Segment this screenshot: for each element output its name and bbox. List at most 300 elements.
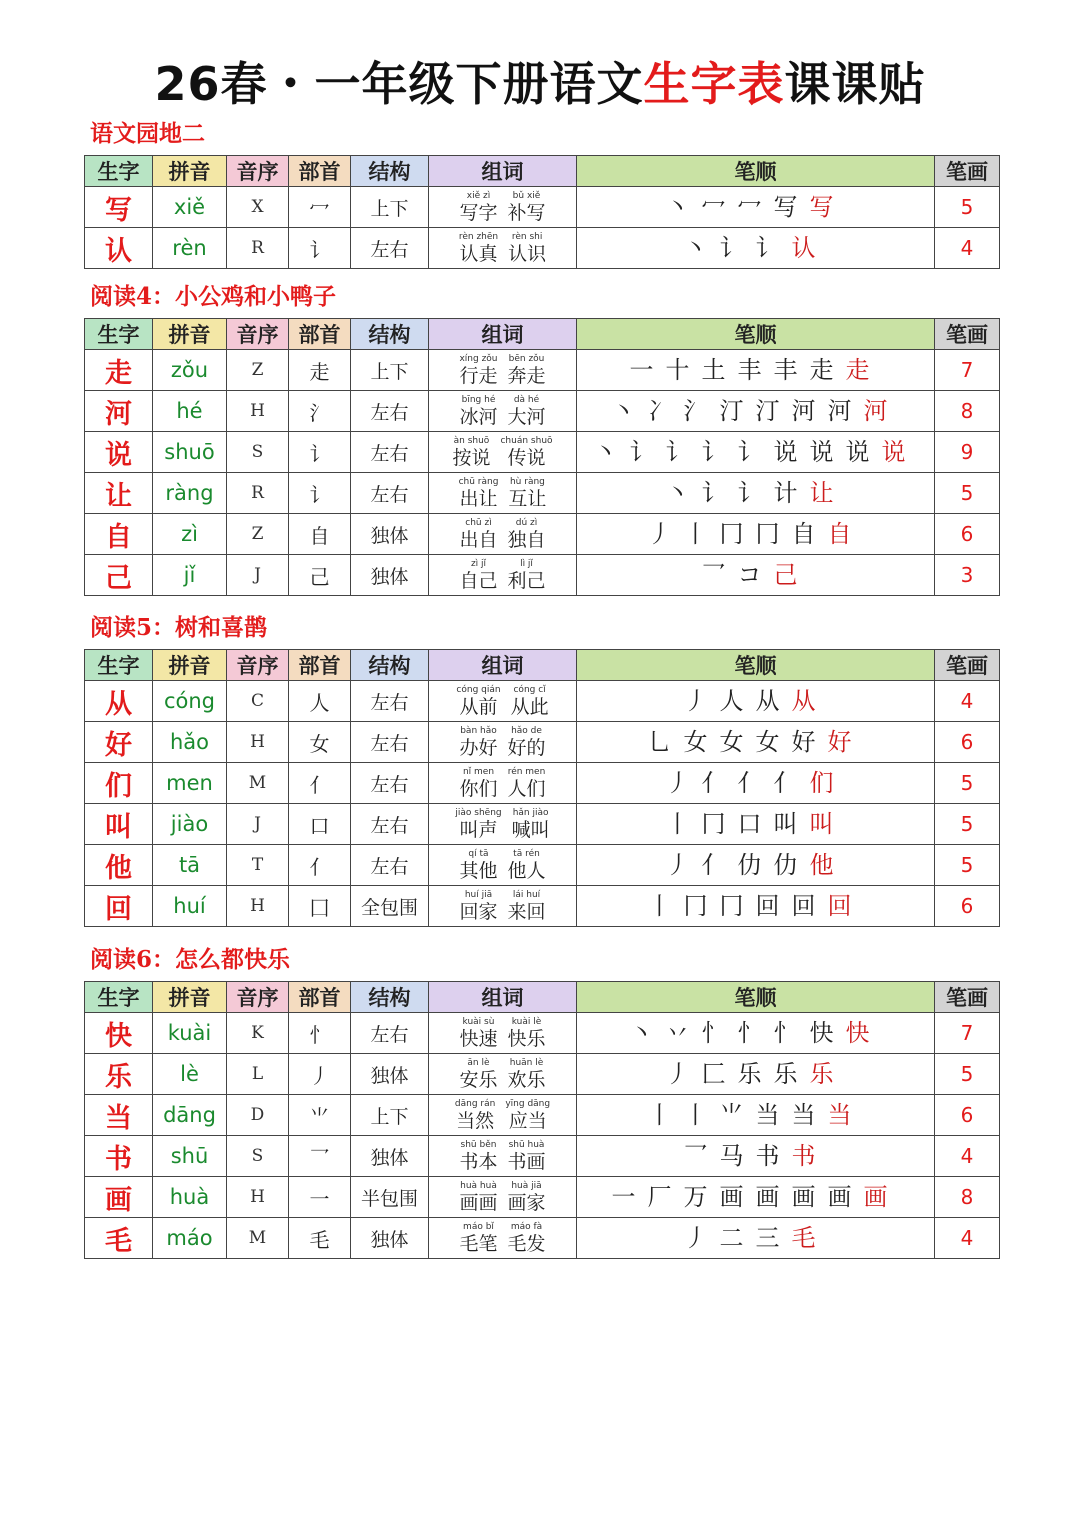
char-cell: 写 xyxy=(85,187,153,228)
radical-cell: 囗 xyxy=(289,886,351,927)
stroke-step: 叫 xyxy=(809,810,834,838)
stroke-step: 计 xyxy=(773,479,798,507)
header-pinyin: 拼音 xyxy=(153,156,227,187)
pinyin-cell: máo xyxy=(153,1218,227,1259)
stroke-step: 河 xyxy=(827,397,852,425)
stroke-step: 亻 xyxy=(737,769,762,797)
header-radical: 部首 xyxy=(289,319,351,350)
word-pinyin: cóng qián xyxy=(456,685,501,695)
stroke-step: 仂 xyxy=(737,851,762,879)
char-cell: 当 xyxy=(85,1095,153,1136)
strokes-cell xyxy=(577,350,935,391)
stroke-count-cell: 5 xyxy=(935,845,1000,886)
word-pinyin: lì jǐ xyxy=(520,559,533,569)
char-cell: 认 xyxy=(85,228,153,269)
structure-cell: 独体 xyxy=(351,514,429,555)
word-group xyxy=(459,1139,497,1173)
word-group xyxy=(456,684,500,718)
char-cell: 叫 xyxy=(85,804,153,845)
stroke-step: 汀 xyxy=(755,397,780,425)
stroke-step: 画 xyxy=(719,1183,744,1211)
table-row xyxy=(85,804,1000,845)
stroke-step: 丿 xyxy=(665,1060,690,1088)
structure-cell: 上下 xyxy=(351,1095,429,1136)
word-chars: 当然 xyxy=(456,1110,495,1132)
word-group xyxy=(512,807,550,841)
word-chars: 出让 xyxy=(459,488,498,510)
pinyin-cell: shū xyxy=(153,1136,227,1177)
table-row xyxy=(85,391,1000,432)
strokes-cell xyxy=(577,228,935,269)
pinyin-cell: dāng xyxy=(153,1095,227,1136)
strokes-cell xyxy=(577,681,935,722)
word-pinyin: ān lè xyxy=(467,1058,490,1068)
stroke-step: 匚 xyxy=(701,1060,726,1088)
stroke-step: 丨 xyxy=(647,1101,672,1129)
radical-cell: 讠 xyxy=(289,228,351,269)
word-group xyxy=(508,1057,546,1091)
word-group xyxy=(508,231,546,265)
word-chars: 叫声 xyxy=(459,819,498,841)
word-chars: 书画 xyxy=(507,1151,546,1173)
words-cell xyxy=(429,886,577,927)
strokes-cell xyxy=(577,845,935,886)
words-cell xyxy=(429,845,577,886)
stroke-step: 人 xyxy=(719,687,744,715)
pinyin-cell: hé xyxy=(153,391,227,432)
word-group xyxy=(459,517,497,551)
stroke-step: 三 xyxy=(755,1224,780,1252)
word-group xyxy=(459,1057,497,1091)
section-title: 阅读5：树和喜鹊 xyxy=(90,614,268,641)
word-group xyxy=(508,558,546,592)
word-pinyin: hǎo de xyxy=(511,726,542,736)
table-row xyxy=(85,350,1000,391)
structure-cell: 左右 xyxy=(351,763,429,804)
word-pinyin: hù ràng xyxy=(509,477,545,487)
word-pinyin: rèn shi xyxy=(511,232,543,242)
radical-cell: 忄 xyxy=(289,1013,351,1054)
char-cell: 画 xyxy=(85,1177,153,1218)
table-row xyxy=(85,1054,1000,1095)
stroke-step: 丿 xyxy=(665,769,690,797)
word-chars: 他人 xyxy=(507,860,546,882)
stroke-step: 口 xyxy=(737,810,762,838)
header-row xyxy=(85,156,1000,187)
header-count: 笔画 xyxy=(935,982,1000,1013)
letter-cell: M xyxy=(227,763,289,804)
stroke-step: 回 xyxy=(755,892,780,920)
strokes-cell xyxy=(577,886,935,927)
stroke-step: 己 xyxy=(773,561,798,589)
page-title xyxy=(0,52,1080,116)
word-chars: 书本 xyxy=(459,1151,498,1173)
word-chars: 写字 xyxy=(459,202,498,224)
structure-cell: 全包围 xyxy=(351,886,429,927)
words-cell xyxy=(429,722,577,763)
stroke-count-cell: 4 xyxy=(935,228,1000,269)
table-row xyxy=(85,1177,1000,1218)
strokes-cell xyxy=(577,391,935,432)
word-pinyin: huà jiā xyxy=(511,1181,542,1191)
strokes-cell xyxy=(577,1013,935,1054)
stroke-count-cell: 6 xyxy=(935,722,1000,763)
word-group xyxy=(452,435,490,469)
stroke-step: 走 xyxy=(809,356,834,384)
stroke-step: 讠 xyxy=(719,234,744,262)
stroke-step: 丿 xyxy=(665,851,690,879)
header-letter: 音序 xyxy=(227,982,289,1013)
stroke-step: 自 xyxy=(791,520,816,548)
stroke-step: 快 xyxy=(845,1019,870,1047)
stroke-count-cell: 5 xyxy=(935,804,1000,845)
letter-cell: S xyxy=(227,1136,289,1177)
letter-cell: H xyxy=(227,391,289,432)
char-cell: 好 xyxy=(85,722,153,763)
char-cell: 河 xyxy=(85,391,153,432)
stroke-step: 丶 xyxy=(665,479,690,507)
section-title: 阅读4：小公鸡和小鸭子 xyxy=(90,283,337,310)
words-cell xyxy=(429,1177,577,1218)
char-cell: 他 xyxy=(85,845,153,886)
stroke-step: 冖 xyxy=(701,193,726,221)
pinyin-cell: men xyxy=(153,763,227,804)
word-chars: 自己 xyxy=(459,570,498,592)
char-cell: 书 xyxy=(85,1136,153,1177)
stroke-step: 亻 xyxy=(701,769,726,797)
word-pinyin: kuài sù xyxy=(462,1017,495,1027)
word-pinyin: qí tā xyxy=(468,849,489,859)
char-cell: 回 xyxy=(85,886,153,927)
char-cell: 毛 xyxy=(85,1218,153,1259)
word-group xyxy=(459,190,497,224)
radical-cell: 讠 xyxy=(289,473,351,514)
word-pinyin: chū ràng xyxy=(458,477,499,487)
stroke-step: 丨 xyxy=(683,1101,708,1129)
stroke-step: 乚 xyxy=(647,728,672,756)
words-cell xyxy=(429,187,577,228)
words-cell xyxy=(429,1054,577,1095)
stroke-count-cell: 4 xyxy=(935,1136,1000,1177)
structure-cell: 半包围 xyxy=(351,1177,429,1218)
stroke-step: 写 xyxy=(773,193,798,221)
word-pinyin: chuán shuō xyxy=(500,436,553,446)
header-radical: 部首 xyxy=(289,982,351,1013)
word-pinyin: máo bǐ xyxy=(463,1222,494,1232)
word-group xyxy=(459,558,497,592)
word-chars: 画画 xyxy=(459,1192,498,1214)
stroke-count-cell: 6 xyxy=(935,514,1000,555)
stroke-step: 画 xyxy=(827,1183,852,1211)
stroke-count-cell: 7 xyxy=(935,350,1000,391)
word-chars: 大河 xyxy=(507,406,546,428)
stroke-step: 马 xyxy=(719,1142,744,1170)
word-group xyxy=(508,766,546,800)
header-pinyin: 拼音 xyxy=(153,982,227,1013)
stroke-step: 汀 xyxy=(719,397,744,425)
table-row xyxy=(85,228,1000,269)
header-row xyxy=(85,319,1000,350)
word-group xyxy=(508,394,546,428)
radical-cell: 亻 xyxy=(289,845,351,886)
word-group xyxy=(455,1098,495,1132)
word-pinyin: huān lè xyxy=(509,1058,544,1068)
words-cell xyxy=(429,555,577,596)
structure-cell: 左右 xyxy=(351,473,429,514)
stroke-step: 讠 xyxy=(629,438,654,466)
radical-cell: 冖 xyxy=(289,187,351,228)
stroke-step: 从 xyxy=(755,687,780,715)
word-pinyin: chū zì xyxy=(465,518,492,528)
structure-cell: 左右 xyxy=(351,845,429,886)
strokes-cell xyxy=(577,804,935,845)
word-group xyxy=(459,766,497,800)
stroke-step: 让 xyxy=(809,479,834,507)
header-structure: 结构 xyxy=(351,650,429,681)
stroke-count-cell: 8 xyxy=(935,1177,1000,1218)
stroke-step: 讠 xyxy=(701,479,726,507)
word-chars: 人们 xyxy=(507,778,546,800)
stroke-step: 冂 xyxy=(683,892,708,920)
word-group xyxy=(459,1221,497,1255)
stroke-step: 丶 xyxy=(665,193,690,221)
stroke-step: 毛 xyxy=(791,1224,816,1252)
stroke-step: 仂 xyxy=(773,851,798,879)
word-chars: 奔走 xyxy=(507,365,546,387)
strokes-cell xyxy=(577,473,935,514)
word-chars: 毛发 xyxy=(507,1233,546,1255)
table-row xyxy=(85,473,1000,514)
letter-cell: K xyxy=(227,1013,289,1054)
page-title-main: 26春・一年级下册语文 xyxy=(154,57,644,111)
header-words: 组词 xyxy=(429,156,577,187)
page-title-highlight: 生字表 xyxy=(643,57,785,111)
table-row xyxy=(85,886,1000,927)
stroke-step: 丿 xyxy=(683,687,708,715)
char-cell: 说 xyxy=(85,432,153,473)
stroke-step: 书 xyxy=(791,1142,816,1170)
word-pinyin: bēn zǒu xyxy=(508,354,545,364)
char-cell: 走 xyxy=(85,350,153,391)
letter-cell: T xyxy=(227,845,289,886)
stroke-step: 丷 xyxy=(665,1019,690,1047)
pinyin-cell: zǒu xyxy=(153,350,227,391)
stroke-step: 说 xyxy=(809,438,834,466)
word-pinyin: máo fà xyxy=(510,1222,543,1232)
character-table xyxy=(84,155,1000,269)
word-chars: 你们 xyxy=(459,778,498,800)
stroke-step: 丶 xyxy=(593,438,618,466)
word-pinyin: yīng dāng xyxy=(505,1099,551,1109)
stroke-step: 讠 xyxy=(737,479,762,507)
word-group xyxy=(455,807,501,841)
table-row xyxy=(85,514,1000,555)
structure-cell: 独体 xyxy=(351,1054,429,1095)
letter-cell: Z xyxy=(227,514,289,555)
word-group xyxy=(508,725,546,759)
letter-cell: D xyxy=(227,1095,289,1136)
word-pinyin: bǔ xiě xyxy=(512,191,541,201)
word-chars: 行走 xyxy=(459,365,498,387)
word-chars: 欢乐 xyxy=(507,1069,546,1091)
pinyin-cell: rèn xyxy=(153,228,227,269)
stroke-step: 叫 xyxy=(773,810,798,838)
stroke-step: 画 xyxy=(791,1183,816,1211)
header-char: 生字 xyxy=(85,982,153,1013)
word-pinyin: huí jiā xyxy=(464,890,493,900)
pinyin-cell: zì xyxy=(153,514,227,555)
header-pinyin: 拼音 xyxy=(153,650,227,681)
word-group xyxy=(508,517,546,551)
words-cell xyxy=(429,804,577,845)
header-words: 组词 xyxy=(429,650,577,681)
word-pinyin: shū huà xyxy=(508,1140,545,1150)
table-row xyxy=(85,1013,1000,1054)
pinyin-cell: ràng xyxy=(153,473,227,514)
pinyin-cell: kuài xyxy=(153,1013,227,1054)
stroke-step: 乛 xyxy=(683,1142,708,1170)
stroke-step: 忄 xyxy=(737,1019,762,1047)
letter-cell: Z xyxy=(227,350,289,391)
header-letter: 音序 xyxy=(227,156,289,187)
header-words: 组词 xyxy=(429,982,577,1013)
structure-cell: 左右 xyxy=(351,391,429,432)
stroke-step: 自 xyxy=(827,520,852,548)
radical-cell: 乛 xyxy=(289,1136,351,1177)
pinyin-cell: cóng xyxy=(153,681,227,722)
stroke-step: 丨 xyxy=(665,810,690,838)
radical-cell: 氵 xyxy=(289,391,351,432)
stroke-step: 书 xyxy=(755,1142,780,1170)
pinyin-cell: shuō xyxy=(153,432,227,473)
stroke-step: 快 xyxy=(809,1019,834,1047)
strokes-cell xyxy=(577,432,935,473)
char-cell: 乐 xyxy=(85,1054,153,1095)
radical-cell: 讠 xyxy=(289,432,351,473)
word-chars: 互让 xyxy=(508,488,547,510)
word-chars: 从前 xyxy=(459,696,498,718)
word-chars: 按说 xyxy=(452,447,491,469)
strokes-cell xyxy=(577,1177,935,1218)
word-chars: 其他 xyxy=(459,860,498,882)
word-pinyin: jiào shēng xyxy=(455,808,502,818)
table-row xyxy=(85,1136,1000,1177)
stroke-count-cell: 5 xyxy=(935,1054,1000,1095)
stroke-step: 冂 xyxy=(701,810,726,838)
header-pinyin: 拼音 xyxy=(153,319,227,350)
stroke-step: 认 xyxy=(791,234,816,262)
letter-cell: H xyxy=(227,722,289,763)
stroke-step: 说 xyxy=(845,438,870,466)
strokes-cell xyxy=(577,1095,935,1136)
stroke-step: 忄 xyxy=(773,1019,798,1047)
header-radical: 部首 xyxy=(289,156,351,187)
word-pinyin: cóng cǐ xyxy=(513,685,546,695)
pinyin-cell: jiào xyxy=(153,804,227,845)
char-cell: 从 xyxy=(85,681,153,722)
word-chars: 毛笔 xyxy=(459,1233,498,1255)
stroke-step: 写 xyxy=(809,193,834,221)
word-chars: 补写 xyxy=(507,202,546,224)
radical-cell: 一 xyxy=(289,1177,351,1218)
word-group xyxy=(459,394,497,428)
stroke-step: ⺌ xyxy=(719,1101,744,1129)
stroke-step: 一 xyxy=(611,1183,636,1211)
radical-cell: 丿 xyxy=(289,1054,351,1095)
letter-cell: C xyxy=(227,681,289,722)
word-group xyxy=(459,1180,497,1214)
word-group xyxy=(459,1016,497,1050)
stroke-step: 回 xyxy=(827,892,852,920)
stroke-step: 女 xyxy=(755,728,780,756)
stroke-step: 丰 xyxy=(737,356,762,384)
char-cell: 自 xyxy=(85,514,153,555)
stroke-count-cell: 8 xyxy=(935,391,1000,432)
word-chars: 认真 xyxy=(459,243,498,265)
stroke-step: 忄 xyxy=(701,1019,726,1047)
structure-cell: 上下 xyxy=(351,350,429,391)
pinyin-cell: lè xyxy=(153,1054,227,1095)
header-radical: 部首 xyxy=(289,650,351,681)
word-chars: 传说 xyxy=(507,447,546,469)
words-cell xyxy=(429,1136,577,1177)
word-chars: 冰河 xyxy=(459,406,498,428)
header-structure: 结构 xyxy=(351,982,429,1013)
word-chars: 画家 xyxy=(507,1192,546,1214)
stroke-step: 亻 xyxy=(773,769,798,797)
header-count: 笔画 xyxy=(935,156,1000,187)
stroke-count-cell: 6 xyxy=(935,886,1000,927)
char-cell: 快 xyxy=(85,1013,153,1054)
stroke-step: 冖 xyxy=(737,193,762,221)
pinyin-cell: huà xyxy=(153,1177,227,1218)
stroke-count-cell: 5 xyxy=(935,763,1000,804)
strokes-cell xyxy=(577,514,935,555)
table-row xyxy=(85,187,1000,228)
word-pinyin: rén men xyxy=(507,767,546,777)
stroke-step: 好 xyxy=(791,728,816,756)
section-title: 阅读6：怎么都快乐 xyxy=(90,946,291,973)
radical-cell: 走 xyxy=(289,350,351,391)
words-cell xyxy=(429,228,577,269)
stroke-step: 从 xyxy=(791,687,816,715)
letter-cell: M xyxy=(227,1218,289,1259)
word-chars: 来回 xyxy=(507,901,546,923)
header-strokes: 笔顺 xyxy=(577,319,935,350)
stroke-step: 画 xyxy=(863,1183,888,1211)
strokes-cell xyxy=(577,1218,935,1259)
letter-cell: J xyxy=(227,555,289,596)
word-group xyxy=(508,848,546,882)
stroke-step: 丶 xyxy=(611,397,636,425)
word-pinyin: hǎn jiào xyxy=(512,808,549,818)
stroke-step: 他 xyxy=(809,851,834,879)
stroke-count-cell: 4 xyxy=(935,681,1000,722)
stroke-step: 当 xyxy=(827,1101,852,1129)
header-count: 笔画 xyxy=(935,319,1000,350)
stroke-step: 乐 xyxy=(809,1060,834,1088)
letter-cell: J xyxy=(227,804,289,845)
structure-cell: 上下 xyxy=(351,187,429,228)
letter-cell: X xyxy=(227,187,289,228)
stroke-step: 说 xyxy=(881,438,906,466)
letter-cell: H xyxy=(227,886,289,927)
structure-cell: 左右 xyxy=(351,681,429,722)
word-group xyxy=(459,725,497,759)
word-pinyin: shū běn xyxy=(460,1140,497,1150)
stroke-step: 土 xyxy=(701,356,726,384)
character-table xyxy=(84,981,1000,1259)
